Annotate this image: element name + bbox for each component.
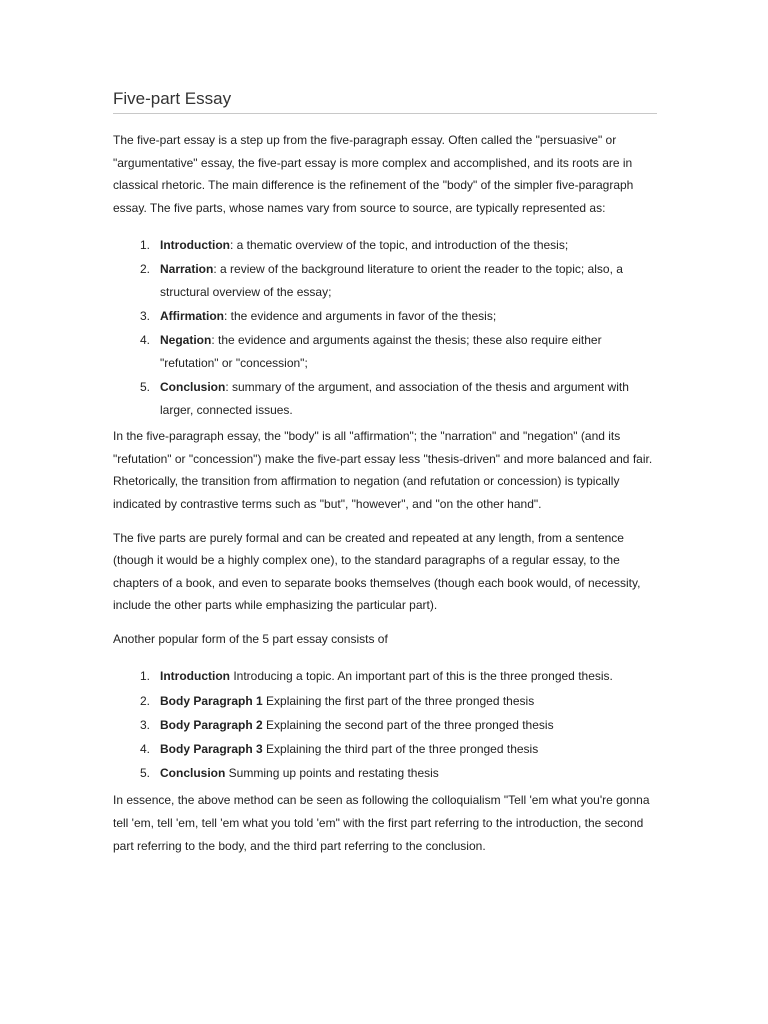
list-item (113, 329, 657, 374)
list-term: Body Paragraph 2 (160, 717, 263, 732)
list-item (113, 376, 657, 421)
list-term: Negation (160, 333, 212, 348)
five-parts-list (113, 234, 657, 421)
formal-parts-paragraph: The five parts are purely formal and can be created and repeated at any length, from a sentence (though it would be a highly complex one), to the standard paragraphs of a regular essay, to the chapters of a book, and even to separate books themselves (though each book would, of necessity, include the other parts while emphasizing the particular part). (113, 530, 641, 613)
list-item (113, 665, 657, 688)
list-term: Body Paragraph 3 (160, 741, 263, 756)
list-text: Introducing a topic. An important part of this is the three pronged thesis. (229, 669, 613, 684)
list-item (113, 305, 657, 328)
list-text: Summing up points and restating thesis (225, 765, 439, 780)
list-item (113, 714, 657, 737)
list-number: 4. (140, 741, 151, 756)
list-term: Introduction (160, 669, 230, 684)
list-text: : the evidence and arguments against the thesis; these also require either "refutation" or "concession"; (160, 333, 602, 370)
document-page (113, 88, 657, 857)
list-term: Conclusion (160, 765, 226, 780)
list-text: Explaining the third part of the three pronged thesis (262, 741, 539, 756)
page-title: Five-part Essay (113, 88, 657, 114)
list-term: Introduction (160, 238, 230, 253)
list-term: Conclusion (160, 379, 226, 394)
list-number: 2. (140, 262, 151, 277)
list-text: : a thematic overview of the topic, and introduction of the thesis; (229, 238, 569, 253)
list-text: Explaining the first part of the three pronged thesis (262, 693, 535, 708)
conclusion-paragraph: In essence, the above method can be seen as following the colloquialism "Tell 'em what you're gonna tell 'em, tell 'em, tell 'em what you told 'em" with the first part referring to the introduction, the second part referring to the body, and the third part referring to the conclusion. (113, 793, 650, 853)
list-number: 1. (140, 669, 151, 684)
list-item (113, 690, 657, 713)
list-term: Body Paragraph 1 (160, 693, 263, 708)
list-text: : summary of the argument, and association of the thesis and argument with larger, connected issues. (160, 379, 629, 417)
list-text: : a review of the background literature to orient the reader to the topic; also, a structural overview of the essay; (160, 262, 623, 300)
list-text: : the evidence and arguments in favor of the thesis; (224, 309, 497, 324)
list-number: 4. (140, 333, 151, 348)
list-number: 3. (140, 309, 151, 324)
list-item (113, 258, 657, 303)
list-term: Affirmation (160, 309, 224, 324)
list-number: 3. (140, 717, 151, 732)
alternate-form-list (113, 665, 657, 784)
list-item (113, 738, 657, 761)
list-number: 1. (140, 238, 151, 253)
list-number: 2. (140, 693, 151, 708)
list-number: 5. (140, 379, 151, 394)
list-item (113, 234, 657, 257)
list-item (113, 762, 657, 785)
intro-paragraph: The five-part essay is a step up from the five-paragraph essay. Often called the "persuasive" or "argumentative" essay, the five-part essay is more complex and accomplished, and its roots are in classical rhetoric. The main difference is the refinement of the "body" of the simpler five-paragraph essay. The five parts, whose names vary from source to source, are typically represented as: (113, 133, 634, 215)
affirmation-paragraph: In the five-paragraph essay, the "body" is all "affirmation"; the "narration" and "negation" (and its "refutation" or "concession") make the five-part essay less "thesis-driven" and more balanced and fair. Rhetorically, the transition from affirmation to negation (and refutation or concession) is typically indicated by contrastive terms such as "but", "however", and "on the other hand". (113, 429, 653, 511)
list-number: 5. (140, 765, 151, 780)
list-text: Explaining the second part of the three pronged thesis (262, 717, 554, 732)
alternate-form-intro: Another popular form of the 5 part essay consists of (113, 631, 388, 646)
list-term: Narration (160, 262, 214, 277)
